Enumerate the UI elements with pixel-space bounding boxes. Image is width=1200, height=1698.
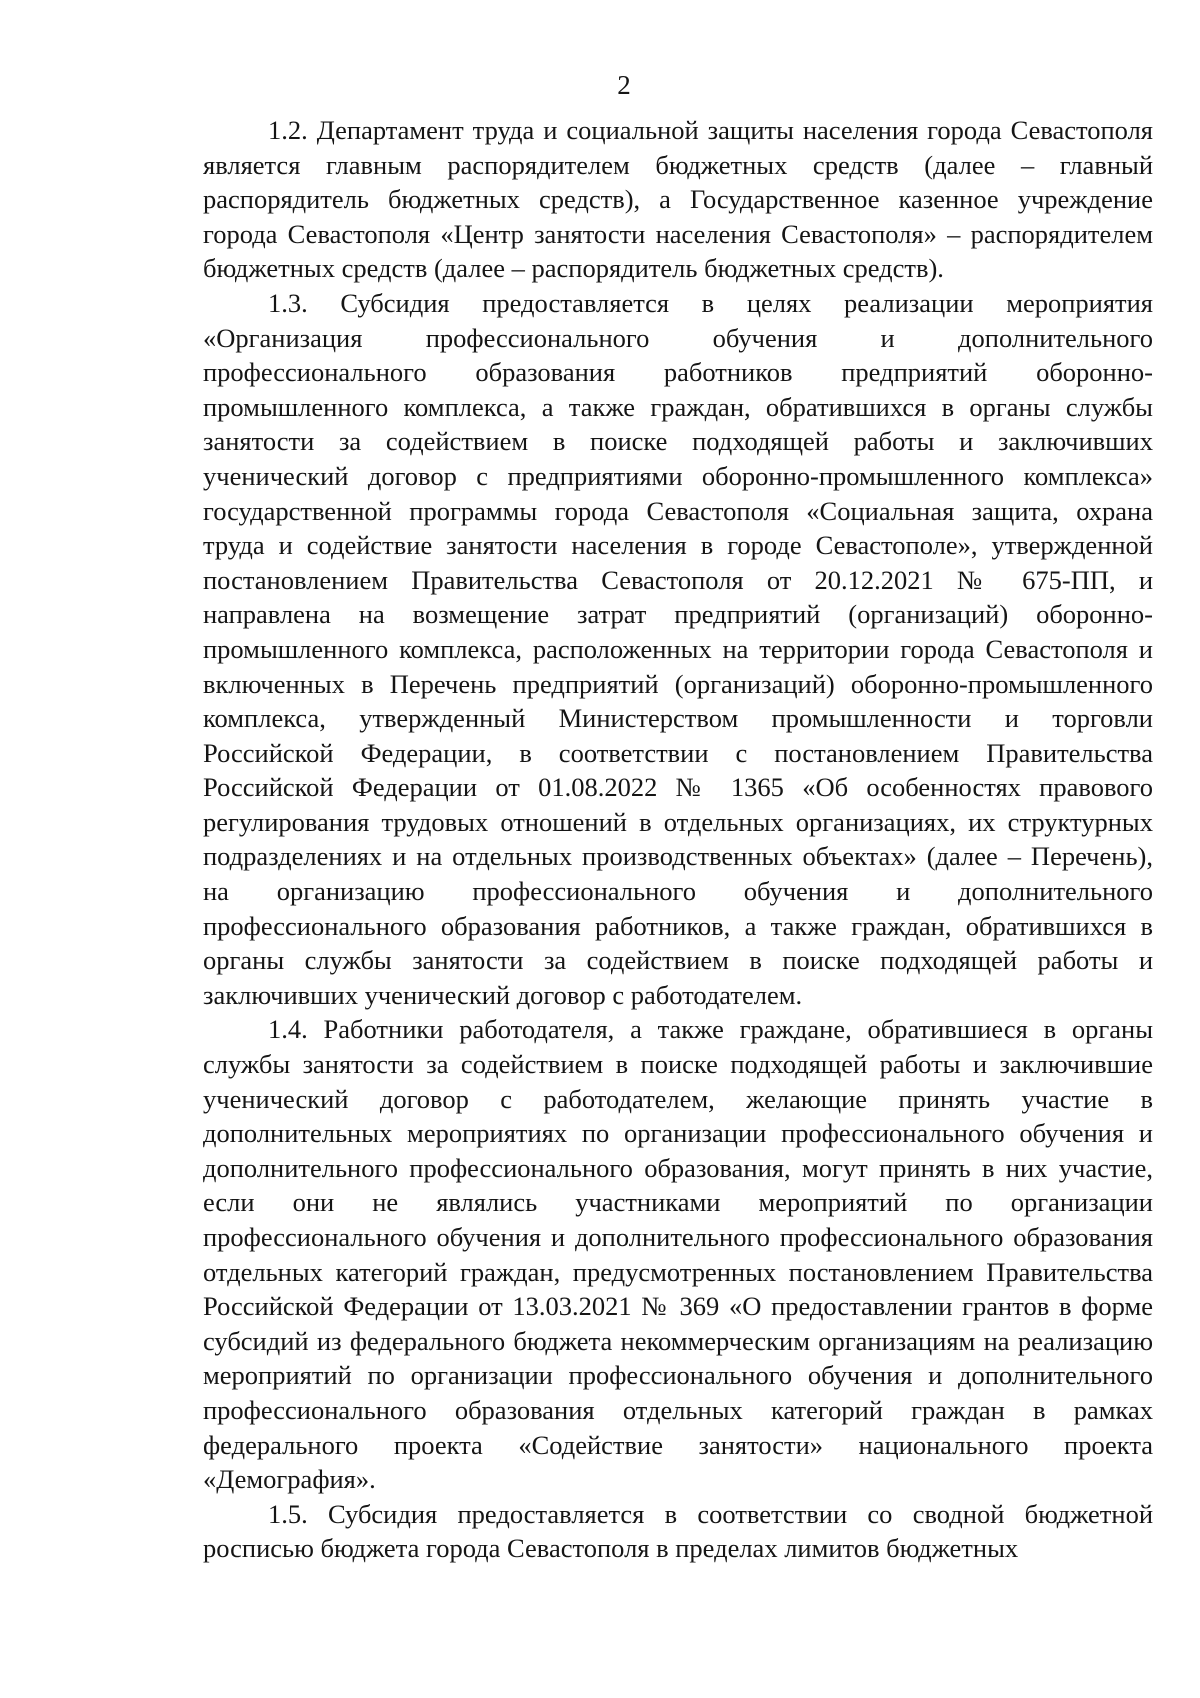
paragraph-1-4: 1.4. Работники работодателя, а также граждане, обратившиеся в органы службы занятости за содействием в поиске подходящей работы и заключившие ученический договор с работодателем, желающие принять участие в дополнительных мероприятиях по организации профессионального обучения и дополнительного профессионального образования, могут принять в них участие, если они не являлись участниками мероприятий по организации профессионального обучения и дополнительного профессионального образования отдельных категорий граждан, предусмотренных постановлением Правительства Российской Федерации от 13.03.2021 № 369 «О предоставлении грантов в форме субсидий из федерального бюджета некоммерческим организациям на реализацию мероприятий по организации профессионального обучения и дополнительного профессионального образования отдельных категорий граждан в рамках федерального проекта «Содействие занятости» национального проекта «Демография». <box>203 1014 1153 1495</box>
paragraph-1-5: 1.5. Субсидия предоставляется в соответствии со сводной бюджетной росписью бюджета города Севастополя в пределах лимитов бюджетных <box>203 1498 1153 1564</box>
paragraph-1-3: 1.3. Субсидия предоставляется в целях реализации мероприятия «Организация профессионального обучения и дополнительного профессионального образования работников предприятий оборонно-промышленного комплекса, а также граждан, обратившихся в органы службы занятости за содействием в поиске подходящей работы и заключивших ученический договор с предприятиями оборонно-промышленного комплекса» государственной программы города Севастополя «Социальная защита, охрана труда и содействие занятости населения в городе Севастополе», утвержденной постановлением Правительства Севастополя от 20.12.2021 № 675-ПП, и направлена на возмещение затрат предприятий (организаций) оборонно-промышленного комплекса, расположенных на территории города Севастополя и включенных в Перечень предприятий (организаций) оборонно-промышленного комплекса, утвержденный Министерством промышленности и торговли Российской Федерации, в соответствии с постановлением Правительства Российской Федерации от 01.08.2022 № 1365 «Об особенностях правового регулирования трудовых отношений в отдельных организациях, их структурных подразделениях и на отдельных производственных объектах» (далее – Перечень), на организацию профессионального обучения и дополнительного профессионального образования работников, а также граждан, обратившихся в органы службы занятости за содействием в поиске подходящей работы и заключивших ученический договор с работодателем. <box>203 287 1153 1010</box>
document-body <box>203 113 1153 1566</box>
page-number: 2 <box>617 70 631 100</box>
paragraph-1-2: 1.2. Департамент труда и социальной защиты населения города Севастополя является главным распорядителем бюджетных средств (далее – главный распорядитель бюджетных средств), а Государственное казенное учреждение города Севастополя «Центр занятости населения Севастополя» – распорядителем бюджетных средств (далее – распорядитель бюджетных средств). <box>203 115 1153 284</box>
